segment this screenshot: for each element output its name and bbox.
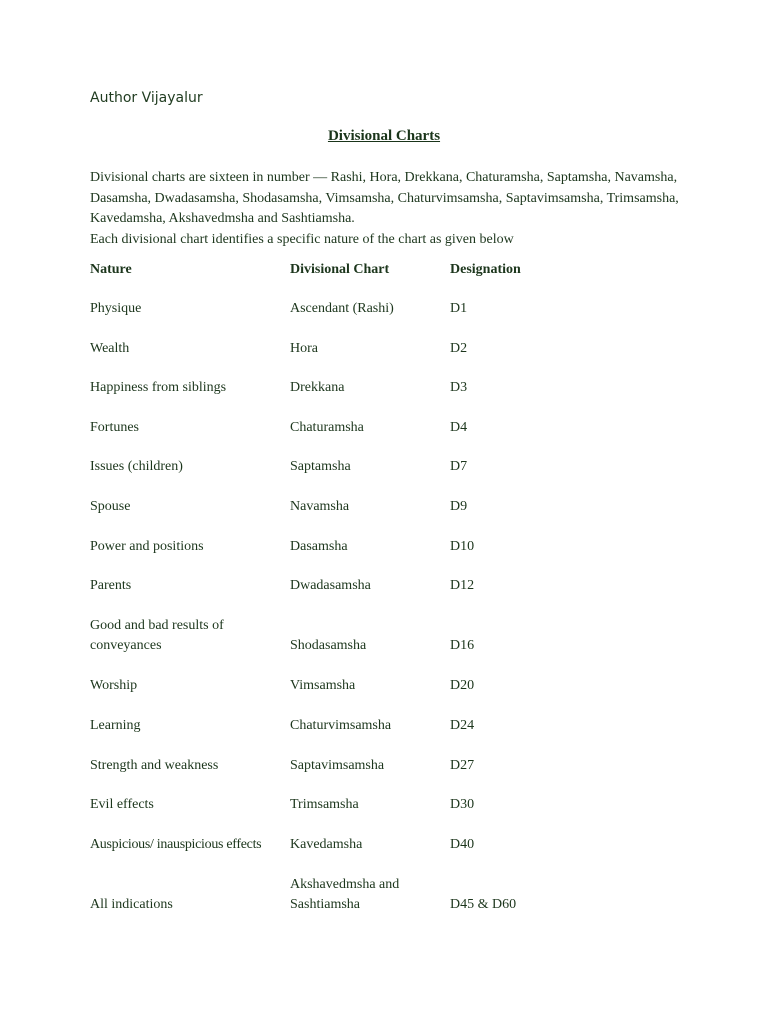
page-title: Divisional Charts xyxy=(327,128,441,144)
header-nature: Nature xyxy=(90,262,132,277)
chart-cell-line: Sashtiamsha xyxy=(290,897,360,912)
designation-cell: D20 xyxy=(450,678,475,693)
designation-cell: D40 xyxy=(450,837,475,852)
chart-cell: Drekkana xyxy=(290,380,345,395)
designation-cell: D12 xyxy=(450,578,475,593)
table-row xyxy=(90,418,690,438)
table-row xyxy=(90,795,690,815)
chart-cell xyxy=(290,875,450,915)
chart-cell: Trimsamsha xyxy=(290,797,359,812)
designation-cell: D24 xyxy=(450,718,475,733)
designation-cell: D45 & D60 xyxy=(450,897,517,912)
nature-cell: Physique xyxy=(90,301,142,316)
header-divisional-chart: Divisional Chart xyxy=(290,262,390,277)
table-row xyxy=(90,716,690,736)
chart-cell: Dasamsha xyxy=(290,539,348,554)
nature-cell: Worship xyxy=(90,678,138,693)
table-row xyxy=(90,756,690,776)
nature-cell: Learning xyxy=(90,718,141,733)
chart-cell: Saptamsha xyxy=(290,459,351,474)
table-row xyxy=(90,676,690,696)
designation-cell: D16 xyxy=(450,638,475,653)
nature-cell-line: conveyances xyxy=(90,638,162,653)
intro-text: Each divisional chart identifies a specific nature of the chart as given below xyxy=(90,231,514,247)
intro-text: Divisional charts are sixteen in number — Rashi, Hora, Drekkana, Chaturamsha, Saptamsha, Navamsha, Dasamsha, Dwadasamsha, Shodasamsha, Vimsamsha, Chaturvimsamsha, Saptavimsamsha, Trimsamsha, Kavedamsha, Akshavedmsha and Sashtiamsha. xyxy=(90,170,679,226)
table-header-row xyxy=(90,260,690,280)
nature-cell: All indications xyxy=(90,897,173,912)
designation-cell: D3 xyxy=(450,380,468,395)
nature-cell: Evil effects xyxy=(90,797,154,812)
table-row xyxy=(90,576,690,596)
table-row xyxy=(90,616,690,656)
chart-cell: Dwadasamsha xyxy=(290,578,371,593)
chart-cell: Navamsha xyxy=(290,499,350,514)
chart-cell: Saptavimsamsha xyxy=(290,758,385,773)
chart-cell: Chaturvimsamsha xyxy=(290,718,392,733)
nature-cell: Spouse xyxy=(90,499,131,514)
table-row xyxy=(90,537,690,557)
nature-cell xyxy=(90,616,290,656)
nature-cell: Strength and weakness xyxy=(90,758,219,773)
chart-cell: Vimsamsha xyxy=(290,678,356,693)
author-line: Author Vijayalur xyxy=(90,90,203,106)
table-row xyxy=(90,497,690,517)
designation-cell: D2 xyxy=(450,341,468,356)
chart-cell: Hora xyxy=(290,341,318,356)
designation-cell: D7 xyxy=(450,459,468,474)
table-row xyxy=(90,457,690,477)
chart-cell: Chaturamsha xyxy=(290,420,364,435)
table-row xyxy=(90,378,690,398)
chart-cell: Kavedamsha xyxy=(290,837,363,852)
designation-cell: D1 xyxy=(450,301,468,316)
nature-cell: Happiness from siblings xyxy=(90,380,227,395)
nature-cell: Power and positions xyxy=(90,539,204,554)
table-row xyxy=(90,875,690,915)
nature-cell: Parents xyxy=(90,578,132,593)
designation-cell: D27 xyxy=(450,758,475,773)
designation-cell: D10 xyxy=(450,539,475,554)
designation-cell: D9 xyxy=(450,499,468,514)
nature-cell: Fortunes xyxy=(90,420,139,435)
table-row xyxy=(90,299,690,319)
intro-paragraph xyxy=(90,168,690,250)
chart-cell: Shodasamsha xyxy=(290,638,367,653)
designation-cell: D4 xyxy=(450,420,468,435)
header-designation: Designation xyxy=(450,262,521,277)
chart-cell-line: Akshavedmsha and xyxy=(290,877,400,892)
nature-cell-line: Good and bad results of xyxy=(90,618,224,633)
table-row xyxy=(90,835,690,855)
table-row xyxy=(90,339,690,359)
nature-cell: Wealth xyxy=(90,341,130,356)
chart-cell: Ascendant (Rashi) xyxy=(290,301,394,316)
nature-cell: Issues (children) xyxy=(90,459,183,474)
nature-cell: Auspicious/ inauspicious effects xyxy=(90,837,262,852)
designation-cell: D30 xyxy=(450,797,475,812)
